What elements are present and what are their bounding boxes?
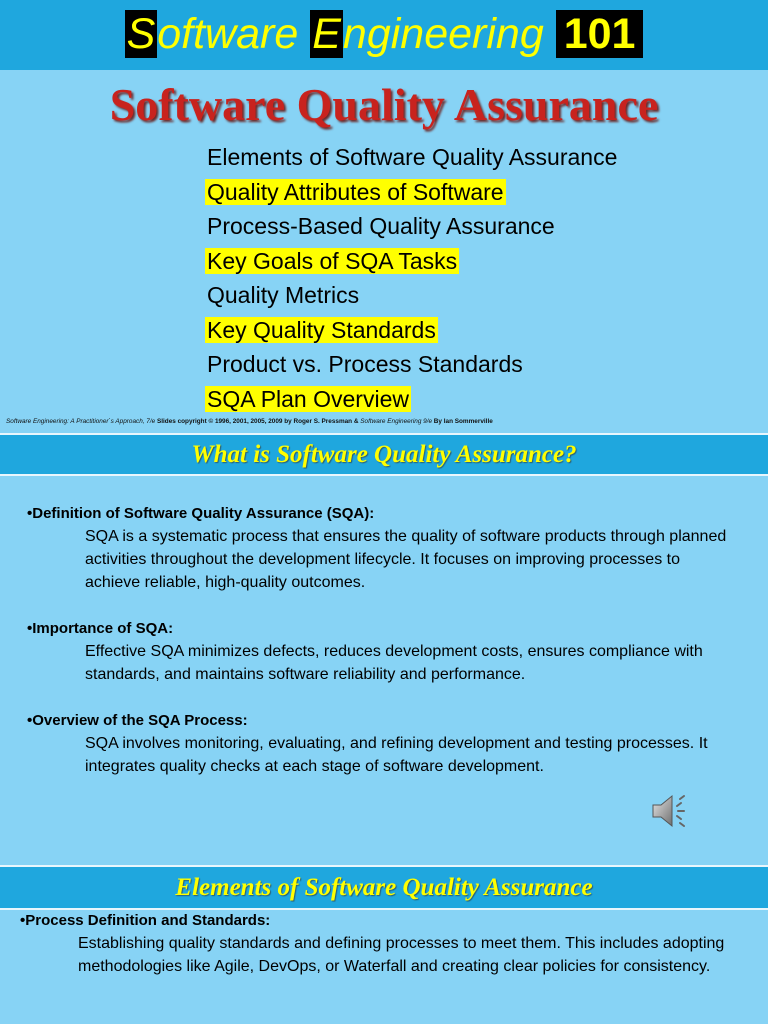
header-band [0,0,768,70]
copyright-credit: Software Engineering: A Practitioner`s Approach, 7/e Slides copyright © 1996, 2001, 2005, 2009 by Roger S. Pressman & Software Engineering 9/e By Ian Sommerville [6,418,493,425]
section-title-elements: Elements of Software Quality Assurance [175,874,593,901]
importance-block [27,618,768,686]
toc-item: Product vs. Process Standards [207,351,523,377]
toc-item: Quality Attributes of Software [207,178,504,205]
main-title: Software Quality Assurance [109,79,659,130]
process-definition-heading: •Process Definition and Standards: [20,912,271,929]
course-number: 101 [556,10,644,58]
toc-item: Key Goals of SQA Tasks [207,247,458,274]
overview-body: SQA involves monitoring, evaluating, and refining development and testing processes. It integrates quality checks at each stage of software development. [85,735,708,775]
toc-item: Process-Based Quality Assurance [207,213,555,239]
section-band-what [0,433,768,476]
process-definition-body: Establishing quality standards and defining processes to meet them. This includes adopting methodologies like Agile, DevOps, or Waterfall and creating clear policies for consistency. [78,935,725,975]
process-definition-block [20,910,758,978]
speaker-icon[interactable] [650,792,692,830]
overview-block [27,710,768,778]
overview-heading: •Overview of the SQA Process: [27,712,248,729]
toc-item: SQA Plan Overview [207,385,409,412]
toc-item: Quality Metrics [207,282,360,308]
importance-heading: •Importance of SQA: [27,620,174,637]
course-title-oftware: oftware [157,10,311,58]
section-band-elements [0,865,768,910]
table-of-contents [205,140,619,416]
toc-item: Key Quality Standards [207,316,436,343]
section-title-what: What is Software Quality Assurance? [191,441,577,468]
importance-body: Effective SQA minimizes defects, reduces development costs, ensures compliance with standards, and maintains software reliability and performance. [85,643,703,683]
course-title [0,4,768,64]
definition-block [27,503,735,594]
definition-heading: •Definition of Software Quality Assurance (SQA): [27,505,375,522]
toc-item: Elements of Software Quality Assurance [207,144,618,170]
course-title-s: S [126,10,156,58]
course-title-ngineering: ngineering [342,10,556,58]
course-title-e: E [312,10,341,58]
definition-body: SQA is a systematic process that ensures the quality of software products through planned activities throughout the development lifecycle. It focuses on improving processes to achieve reliable, high-quality outcomes. [85,528,727,591]
